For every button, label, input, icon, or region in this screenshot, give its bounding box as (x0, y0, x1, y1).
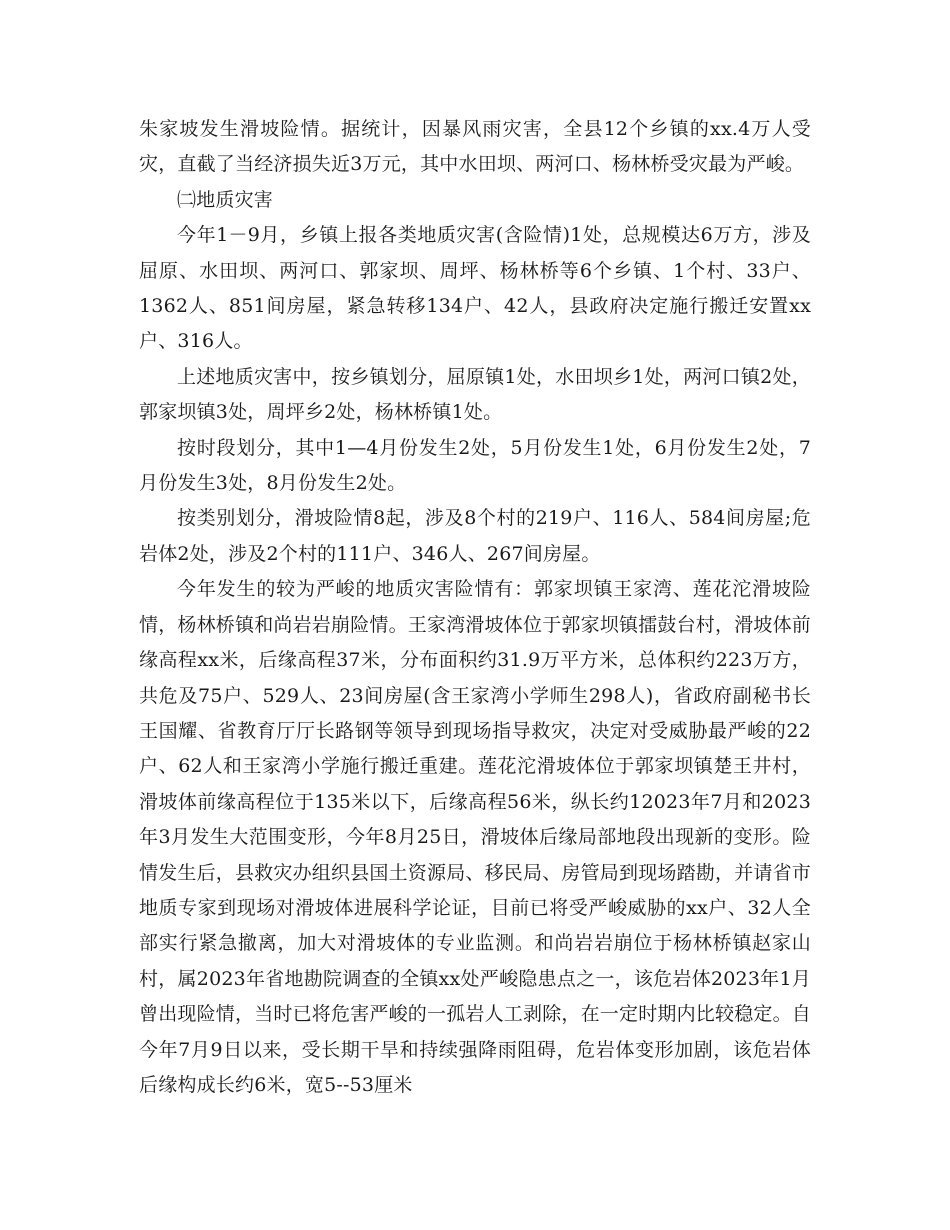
paragraph-intro: 朱家坡发生滑坡险情。据统计，因暴风雨灾害，全县12个乡镇的xx.4万人受灾，直截了当经济损失近3万元，其中水田坝、两河口、杨林桥受灾最为严峻。 (139, 118, 811, 176)
paragraph-by-township: 上述地质灾害中，按乡镇划分，屈原镇1处，水田坝乡1处，两河口镇2处，郭家坝镇3处，周坪乡2处，杨林桥镇1处。 (139, 365, 811, 424)
paragraph-by-category: 按类别划分，滑坡险情8起，涉及8个村的219户、116人、584间房屋;危岩体2处，涉及2个村的111户、346人、267间房屋。 (139, 507, 811, 565)
paragraph-summary: 今年1－9月，乡镇上报各类地质灾害(含险情)1处，总规模达6万方，涉及屈原、水田坝、两河口、郭家坝、周坪、杨林桥等6个乡镇、1个村、33户、1362人、851间房屋，紧急转移134户、42人，县政府决定施行搬迁安置xx户、316人。 (139, 224, 811, 353)
paragraph-serious-cases: 今年发生的较为严峻的地质灾害险情有：郭家坝镇王家湾、莲花沱滑坡险情，杨林桥镇和尚岩岩崩险情。王家湾滑坡体位于郭家坝镇擂鼓台村，滑坡体前缘高程xx米，后缘高程37米，分布面积约31.9万平方米，总体积约223万方，共危及75户、529人、23间房屋(含王家湾小学师生298人)，省政府副秘书长王国耀、省教育厅厅长路钢等领导到现场指导救灾，决定对受威胁最严峻的22户、62人和王家湾小学施行搬迁重建。莲花沱滑坡体位于郭家坝镇楚王井村，滑坡体前缘高程位于135米以下，后缘高程56米，纵长约12023年7月和2023年3月发生大范围变形，今年8月25日，滑坡体后缘局部地段出现新的变形。险情发生后，县救灾办组织县国土资源局、移民局、房管局到现场踏勘，并请省市地质专家到现场对滑坡体进展科学论证，目前已将受严峻威胁的xx户、32人全部实行紧急撤离，加大对滑坡体的专业监测。和尚岩岩崩位于杨林桥镇赵家山村，属2023年省地勘院调查的全镇xx处严峻隐患点之一，该危岩体2023年1月曾出现险情，当时已将危害严峻的一孤岩人工剥除，在一定时期内比较稳定。自今年7月9日以来，受长期干旱和持续强降雨阻碍，危岩体变形加剧，该危岩体后缘构成长约6米，宽5--53厘米 (139, 578, 812, 1096)
section-heading-geological-disasters: ㈡地质灾害 (177, 188, 274, 211)
document-body (139, 112, 811, 1103)
paragraph-by-period: 按时段划分，其中1—4月份发生2处，5月份发生1处，6月份发生2处，7月份发生3处，8月份发生2处。 (139, 436, 811, 495)
